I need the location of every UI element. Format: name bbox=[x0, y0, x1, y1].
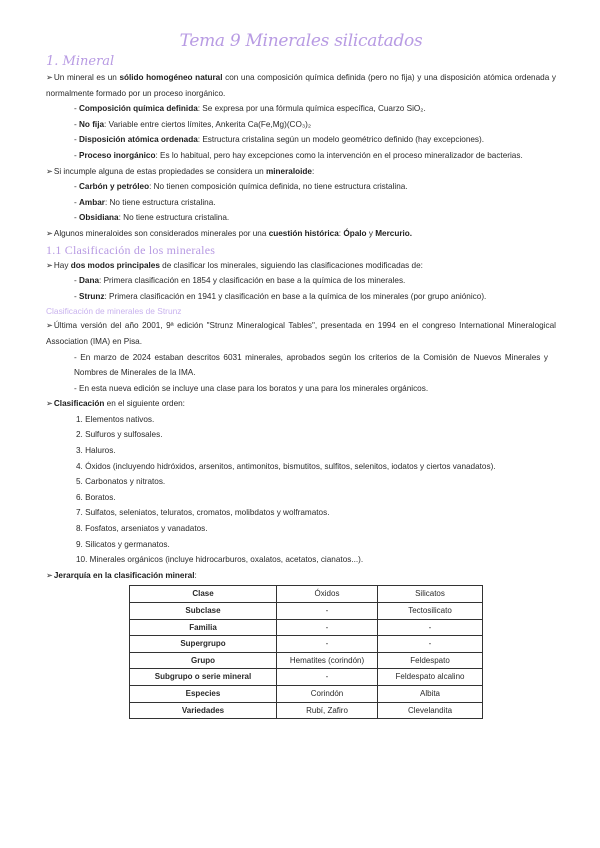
section-heading-mineral: 1. Mineral bbox=[46, 54, 115, 69]
mode-item: - Strunz: Primera clasificación en 1941 y clasificación en base a la química de los minerales (por grupo aniónico). bbox=[74, 291, 487, 301]
mineral-definition: ➢Un mineral es un sólido homogéneo natural con una composición química definida (pero no fija) y una disposición atómica ordenada y normalmente formado por un proceso inorgánico. bbox=[46, 73, 556, 98]
class-item: 4. Óxidos (incluyendo hidróxidos, arsenitos, antimonitos, bismutitos, sulfitos, selenitos, iodatos y ciertos vanadatos). bbox=[76, 461, 496, 471]
class-item: 9. Silicatos y germanatos. bbox=[76, 539, 170, 549]
class-item: 8. Fosfatos, arseniatos y vanadatos. bbox=[76, 524, 208, 534]
table-row: Clase Óxidos Silicatos bbox=[130, 586, 483, 603]
class-item: 6. Boratos. bbox=[76, 492, 116, 502]
arrow-bullet-icon: ➢ bbox=[46, 570, 53, 580]
hierarchy-table bbox=[129, 585, 483, 719]
table-row: Variedades Rubí, Zafiro Clevelandita bbox=[130, 702, 483, 719]
class-item: 5. Carbonatos y nitratos. bbox=[76, 477, 166, 487]
table-row: Especies Corindón Albita bbox=[130, 685, 483, 702]
table-row: Subgrupo o serie mineral - Feldespato alcalino bbox=[130, 669, 483, 686]
table-row: Familia - - bbox=[130, 619, 483, 636]
arrow-bullet-icon: ➢ bbox=[46, 73, 53, 82]
strunz-note: - En esta nueva edición se incluye una clase para los boratos y una para los minerales orgánicos. bbox=[74, 383, 429, 393]
arrow-bullet-icon: ➢ bbox=[46, 399, 53, 409]
arrow-bullet-icon: ➢ bbox=[46, 228, 53, 238]
arrow-bullet-icon: ➢ bbox=[46, 321, 53, 331]
class-item: 7. Sulfatos, seleniatos, teluratos, cromatos, molibdatos y wolframatos. bbox=[76, 508, 330, 518]
property-item: - No fija: Variable entre ciertos límites, Ankerita Ca(Fe,Mg)(CO₃)₂ bbox=[74, 119, 312, 129]
clasificacion-intro: ➢Hay dos modos principales de clasificar los minerales, siguiendo las clasificaciones modificadas de: bbox=[46, 260, 423, 270]
class-item: 10. Minerales orgánicos (incluye hidrocarburos, oxalatos, acetatos, cianatos...). bbox=[76, 555, 364, 565]
section-heading-clasificacion: 1.1 Clasificación de los minerales bbox=[46, 242, 216, 257]
mineraloide-intro: ➢Si incumple alguna de estas propiedades se considera un mineraloide: bbox=[46, 166, 315, 176]
mineraloide-item: - Carbón y petróleo: No tienen composición química definida, no tiene estructura cristalina. bbox=[74, 182, 408, 192]
arrow-bullet-icon: ➢ bbox=[46, 166, 53, 176]
mineraloide-item: - Obsidiana: No tiene estructura cristalina. bbox=[74, 213, 230, 223]
class-item: 3. Haluros. bbox=[76, 446, 116, 456]
table-row: Supergrupo - - bbox=[130, 636, 483, 653]
strunz-intro: ➢Última versión del año 2001, 9ª edición "Strunz Mineralogical Tables", presentada en 1994 en el congreso International Mineralogical Association (IMA) en Pisa. bbox=[46, 321, 556, 346]
document-title: Tema 9 Minerales silicatados bbox=[179, 31, 423, 51]
jerarquia-intro: ➢Jerarquía en la clasificación mineral: bbox=[46, 570, 197, 580]
strunz-note: - En marzo de 2024 estaban descritos 6031 minerales, aprobados según los criterios de la Comisión de Nuevos Minerales y Nombres de Minerales de la IMA. bbox=[74, 352, 548, 378]
table-row: Grupo Hematites (corindón) Feldespato bbox=[130, 652, 483, 669]
class-item: 2. Sulfuros y sulfosales. bbox=[76, 430, 163, 440]
property-item: - Composición química definida: Se expresa por una fórmula química específica, Cuarzo SiO₂. bbox=[74, 104, 426, 114]
property-item: - Disposición atómica ordenada: Estructura cristalina según un modelo geométrico definido (hay excepciones). bbox=[74, 135, 485, 145]
property-item: - Proceso inorgánico: Es lo habitual, pero hay excepciones como la intervención en el proceso mineralizador de bacterias. bbox=[74, 150, 523, 160]
historica-note: ➢Algunos mineraloides son considerados minerales por una cuestión histórica: Ópalo y Mercurio. bbox=[46, 228, 413, 238]
arrow-bullet-icon: ➢ bbox=[46, 260, 53, 270]
mineraloide-item: - Ambar: No tiene estructura cristalina. bbox=[74, 197, 216, 207]
clasificacion-order: ➢Clasificación en el siguiente orden: bbox=[46, 399, 185, 409]
class-item: 1. Elementos nativos. bbox=[76, 414, 155, 424]
mode-item: - Dana: Primera clasificación en 1854 y clasificación en base a la química de los minerales. bbox=[74, 276, 406, 286]
subsection-heading-strunz: Clasificación de minerales de Strunz bbox=[46, 306, 182, 317]
table-row: Subclase - Tectosilicato bbox=[130, 603, 483, 620]
